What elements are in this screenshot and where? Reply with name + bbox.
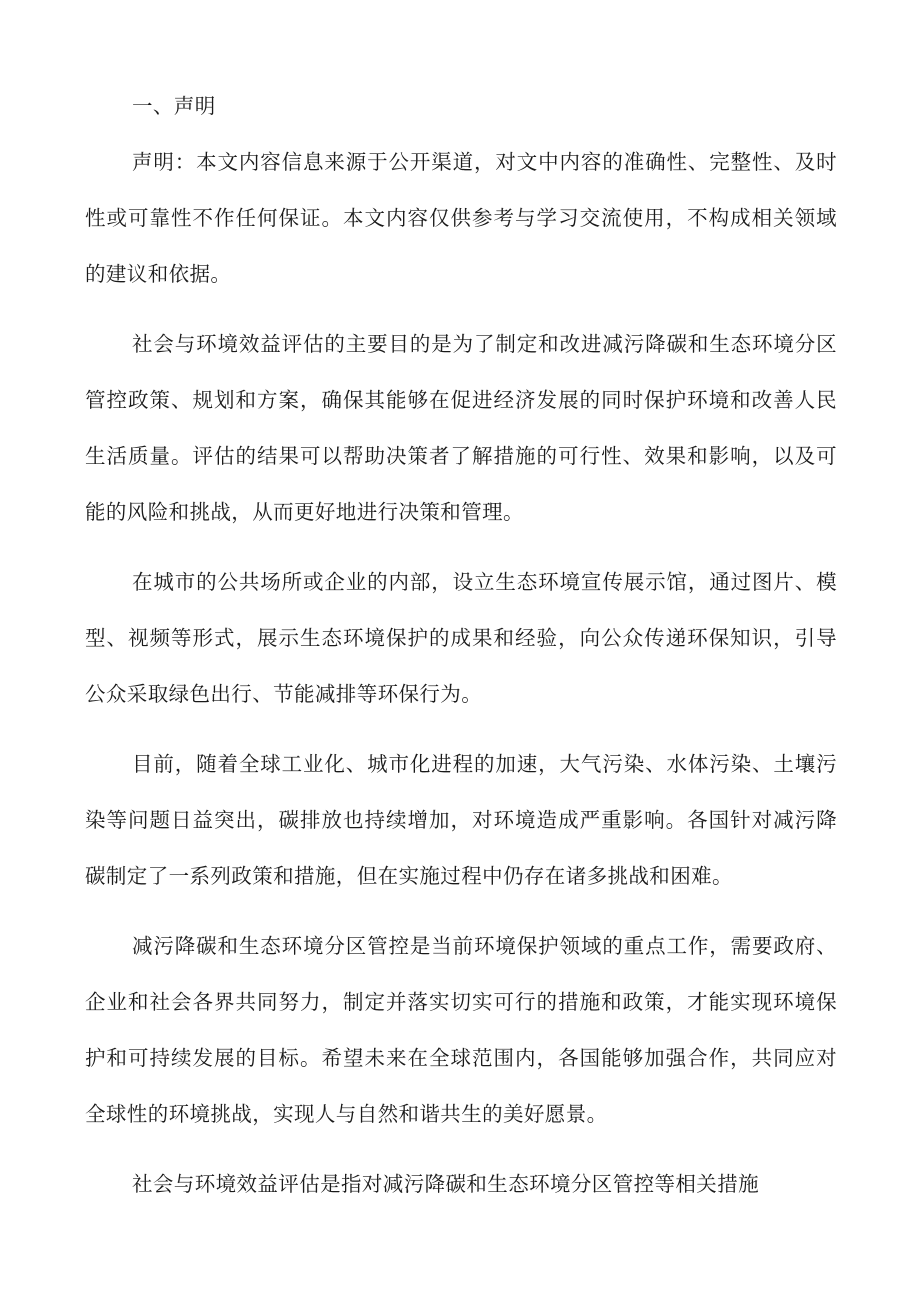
paragraph-exhibition-hall: 在城市的公共场所或企业的内部，设立生态环境宣传展示馆，通过图片、模型、视频等形式，展示生态环境保护的成果和经验，向公众传递环保知识，引导公众采取绿色出行、节能减排等环保行为。 — [85, 570, 837, 706]
paragraph-evaluation-purpose: 社会与环境效益评估的主要目的是为了制定和改进减污降碳和生态环境分区管控政策、规划和方案，确保其能够在促进经济发展的同时保护环境和改善人民生活质量。评估的结果可以帮助决策者了解措施的可行性、效果和影响，以及可能的风险和挑战，从而更好地进行决策和管理。 — [85, 332, 837, 524]
paragraph-evaluation-definition: 社会与环境效益评估是指对减污降碳和生态环境分区管控等相关措施 — [132, 1172, 759, 1196]
paragraph-disclaimer: 声明：本文内容信息来源于公开渠道，对文中内容的准确性、完整性、及时性或可靠性不作任何保证。本文内容仅供参考与学习交流使用，不构成相关领域的建议和依据。 — [85, 150, 837, 286]
paragraph-current-situation: 目前，随着全球工业化、城市化进程的加速，大气污染、水体污染、土壤污染等问题日益突出，碳排放也持续增加，对环境造成严重影响。各国针对减污降碳制定了一系列政策和措施，但在实施过程中仍存在诸多挑战和困难。 — [85, 752, 837, 888]
document-body — [85, 78, 837, 1226]
section-heading: 一、声明 — [132, 94, 216, 118]
paragraph-key-work: 减污降碳和生态环境分区管控是当前环境保护领域的重点工作，需要政府、企业和社会各界共同努力，制定并落实切实可行的措施和政策，才能实现环境保护和可持续发展的目标。希望未来在全球范围内，各国能够加强合作，共同应对全球性的环境挑战，实现人与自然和谐共生的美好愿景。 — [85, 934, 837, 1126]
